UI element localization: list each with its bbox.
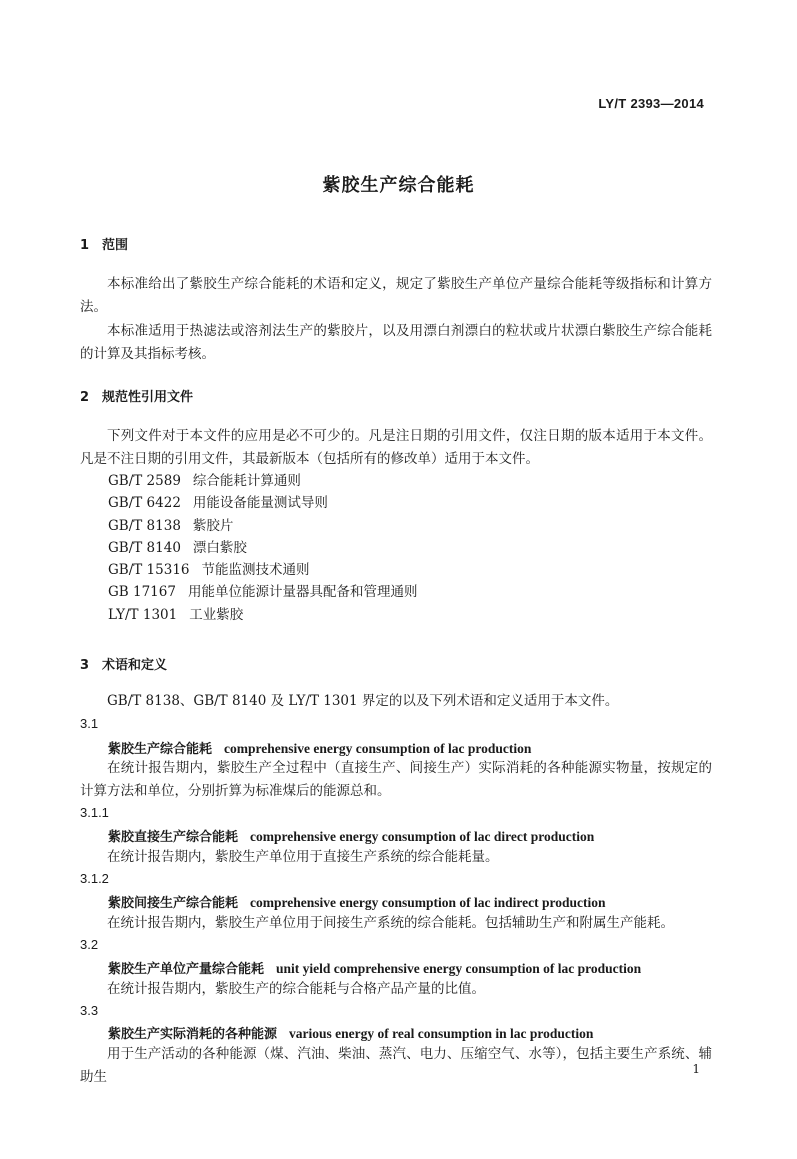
term-chinese: 紫胶生产综合能耗 [108, 742, 213, 757]
reference-title: 综合能耗计算通则 [192, 473, 301, 489]
term-definition: 在统计报告期内，紫胶生产全过程中（直接生产、间接生产）实际消耗的各种能源实物量，按规定的计算方法和单位，分别折算为标准煤后的能源总和。 [80, 760, 712, 799]
reference-code: GB/T 15316 [108, 562, 190, 579]
term-chinese: 紫胶间接生产综合能耗 [108, 896, 239, 911]
section-3-number: 3 [80, 658, 90, 673]
page-number: 1 [692, 1062, 700, 1076]
reference-title: 漂白紫胶 [192, 539, 247, 556]
clause-number: 3.1.1 [80, 805, 109, 820]
section-2-title: 规范性引用文件 [102, 390, 194, 405]
section-1-number: 1 [80, 238, 90, 253]
list-item [108, 515, 417, 537]
terms-intro: GB/T 8138、GB/T 8140 及 LY/T 1301 界定的以及下列术语和定义适用于本文件。 [107, 693, 619, 709]
list-item [108, 581, 417, 603]
section-2-heading [80, 386, 193, 405]
reference-code: GB/T 8138 [108, 517, 181, 534]
section-1-title: 范围 [102, 238, 129, 253]
term-heading [108, 1023, 593, 1042]
term-english: comprehensive energy consumption of lac indirect production [250, 895, 606, 910]
term-english: unit yield comprehensive energy consumption of lac production [276, 961, 642, 976]
reference-title: 紫胶片 [192, 517, 234, 534]
reference-title: 用能设备能量测试导则 [192, 495, 328, 512]
term-definition: 在统计报告期内，紫胶生产的综合能耗与合格产品产量的比值。 [107, 981, 485, 997]
section-3-title: 术语和定义 [102, 658, 168, 673]
term-english: comprehensive energy consumption of lac direct production [250, 829, 595, 844]
standard-code: LY/T 2393—2014 [598, 96, 704, 111]
scope-paragraph-2: 本标准适用于热滤法或溶剂法生产的紫胶片，以及用漂白剂漂白的粒状或片状漂白紫胶生产综合能耗的计算及其指标考核。 [80, 323, 712, 362]
section-3-heading [80, 654, 167, 673]
term-definition: 用于生产活动的各种能源（煤、汽油、柴油、蒸汽、电力、压缩空气、水等），包括主要生产系统、辅助生 [80, 1046, 712, 1085]
term-chinese: 紫胶直接生产综合能耗 [108, 830, 239, 845]
reference-title: 用能单位能源计量器具配备和管理通则 [187, 584, 418, 601]
reference-code: GB/T 6422 [108, 495, 181, 512]
list-item [108, 604, 417, 626]
list-item [108, 492, 417, 514]
term-definition: 在统计报告期内，紫胶生产单位用于间接生产系统的综合能耗。包括辅助生产和附属生产能耗。 [107, 915, 674, 931]
reference-list [108, 470, 417, 626]
reference-code: GB/T 8140 [108, 539, 181, 556]
list-item [108, 470, 417, 492]
term-heading [108, 892, 606, 911]
clause-number: 3.2 [80, 937, 99, 952]
list-item [108, 559, 417, 581]
document-title: 紫胶生产综合能耗 [322, 175, 475, 196]
list-item [108, 537, 417, 559]
section-2-number: 2 [80, 390, 90, 405]
term-heading [108, 738, 531, 757]
term-heading [108, 958, 641, 977]
term-chinese: 紫胶生产单位产量综合能耗 [108, 962, 265, 977]
scope-paragraph-1: 本标准给出了紫胶生产综合能耗的术语和定义，规定了紫胶生产单位产量综合能耗等级指标和计算方法。 [80, 276, 712, 315]
section-1-heading [80, 234, 128, 253]
term-english: comprehensive energy consumption of lac production [224, 741, 532, 756]
reference-code: LY/T 1301 [108, 606, 178, 623]
term-chinese: 紫胶生产实际消耗的各种能源 [108, 1027, 278, 1042]
reference-code: GB 17167 [108, 584, 176, 601]
clause-number: 3.3 [80, 1003, 99, 1018]
reference-title: 节能监测技术通则 [201, 562, 310, 579]
reference-code: GB/T 2589 [108, 473, 181, 489]
term-english: various energy of real consumption in lac production [289, 1026, 594, 1041]
clause-number: 3.1 [80, 716, 99, 731]
term-definition: 在统计报告期内，紫胶生产单位用于直接生产系统的综合能耗量。 [107, 849, 499, 865]
normative-references-intro: 下列文件对于本文件的应用是必不可少的。凡是注日期的引用文件，仅注日期的版本适用于本文件。凡是不注日期的引用文件，其最新版本（包括所有的修改单）适用于本文件。 [80, 428, 712, 467]
term-heading [108, 826, 594, 845]
reference-title: 工业紫胶 [189, 606, 244, 623]
clause-number: 3.1.2 [80, 871, 109, 886]
